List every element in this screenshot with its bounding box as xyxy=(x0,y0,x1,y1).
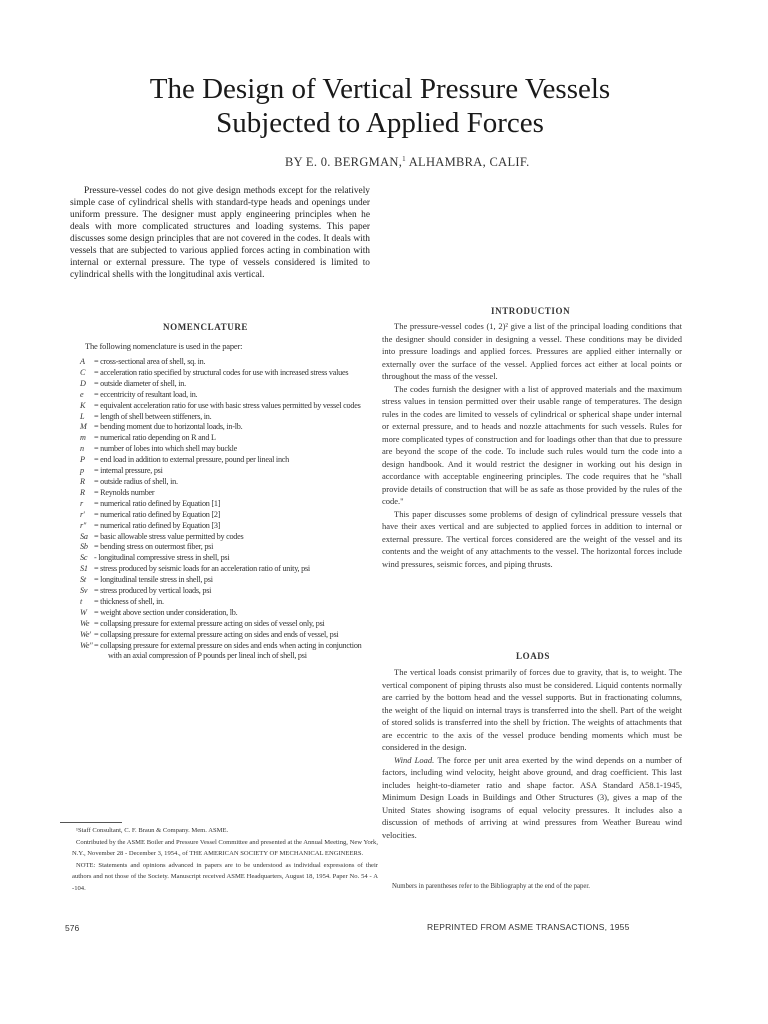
nomenclature-symbol: We xyxy=(80,618,90,628)
nomenclature-item xyxy=(80,553,372,564)
nomenclature-symbol: W xyxy=(80,607,87,617)
nomenclature-symbol: St xyxy=(80,575,86,585)
nomenclature-item xyxy=(80,608,372,619)
nomenclature-description: = equivalent acceleration ratio for use with basic stress values permitted by vessel codes xyxy=(94,400,361,410)
nomenclature-symbol: R xyxy=(80,487,85,497)
byline-author: BY E. 0. BERGMAN, xyxy=(285,155,403,170)
nomenclature-description: = outside diameter of shell, in. xyxy=(94,378,186,388)
loads-paragraph: The vertical loads consist primarily of forces due to gravity, that is, to weight. The vertical component of piping thrusts also must be considered. Liquid contents normally are carried by the bottom head and the vessel supports. But in fractionating columns, the weight of the liquid on internal trays is transferred into the shell. Part of the weight of stored solids is transferred into the shell by friction. The weights of attachments that are eccentric to the axis of the vessel produce bending moments which must be considered in the design. xyxy=(382,667,682,752)
nomenclature-description: = stress produced by seismic loads for an acceleration ratio of unity, psi xyxy=(94,564,310,574)
nomenclature-item xyxy=(80,499,372,510)
nomenclature-description: = bending moment due to horizontal loads, in-lb. xyxy=(94,422,243,432)
footnote-affiliation: ¹Staff Consultant, C. F. Braun & Company. Mem. ASME. xyxy=(76,827,229,834)
nomenclature-heading: NOMENCLATURE xyxy=(163,322,249,332)
byline-footnote-mark: 1 xyxy=(402,155,406,163)
nomenclature-symbol: D xyxy=(80,378,86,388)
nomenclature-description: = collapsing pressure for external pressure acting on sides and ends of vessel, psi xyxy=(94,629,339,639)
nomenclature-item xyxy=(80,477,372,488)
nomenclature-item xyxy=(80,390,372,401)
nomenclature-description: = cross-sectional area of shell, sq. in. xyxy=(94,357,206,366)
nomenclature-item xyxy=(80,379,372,390)
nomenclature-symbol: Sb xyxy=(80,542,88,552)
nomenclature-description: = numerical ratio defined by Equation [2] xyxy=(94,509,221,519)
byline-location: ALHAMBRA, CALIF. xyxy=(405,155,530,170)
nomenclature-description: = stress produced by vertical loads, psi xyxy=(94,586,212,596)
footnote-bibliography: Numbers in parentheses refer to the Bibliography at the end of the paper. xyxy=(392,883,590,890)
nomenclature-description: = outside radius of shell, in. xyxy=(94,476,178,486)
nomenclature-symbol: M xyxy=(80,422,87,432)
nomenclature-item xyxy=(80,433,372,444)
nomenclature-description: = bending stress on outermost fiber, psi xyxy=(94,542,214,552)
nomenclature-symbol: r' xyxy=(80,509,85,519)
nomenclature-item xyxy=(80,586,372,597)
nomenclature-symbol: We' xyxy=(80,629,91,639)
nomenclature-item xyxy=(80,444,372,455)
abstract: Pressure-vessel codes do not give design methods except for the relatively simple case of cylindrical shells with standard-type heads and openings under uniform pressure. The designer must apply engineering principles when he deals with more complicated structures and loading systems. This paper discusses some design principles that are not covered in the codes. It deals with vessels that are subjected to various applied forces acting in combination with internal or external pressure. The type of vessels considered is limited to cylindrical shells with the longitudinal axis vertical. xyxy=(70,186,370,280)
nomenclature-item xyxy=(80,412,372,423)
nomenclature-item xyxy=(80,575,372,586)
nomenclature-symbol: We" xyxy=(80,640,93,650)
nomenclature-description: = numerical ratio defined by Equation [1] xyxy=(94,498,221,508)
nomenclature-symbol: L xyxy=(80,411,85,421)
nomenclature-item xyxy=(80,368,372,379)
nomenclature-list xyxy=(80,357,372,662)
nomenclature-description: = Reynolds number xyxy=(94,487,155,497)
nomenclature-description: = basic allowable stress value permitted by codes xyxy=(94,531,244,541)
nomenclature-description: = collapsing pressure for external pressure on sides and ends when acting in conjunction with an axial compression of P pounds per lineal inch of shell, psi xyxy=(94,640,362,661)
nomenclature-description: = numerical ratio defined by Equation [3] xyxy=(94,520,221,530)
title-line-2: Subjected to Applied Forces xyxy=(216,107,544,139)
nomenclature-description: = length of shell between stiffeners, in. xyxy=(94,411,212,421)
paper-title xyxy=(60,72,700,140)
nomenclature-item xyxy=(80,455,372,466)
page-number: 576 xyxy=(65,923,80,933)
introduction-paragraph: The codes furnish the designer with a list of approved materials and the maximum stress values in tension permitted over their usable range of temperatures. The design rules in the codes are limited to vessels of cylindrical or spherical shape under internal or external pressure, and to heads and nozzle attachments for such vessels. Rules for more complicated types of construction and for loadings other than that due to pressure are beyond the scope of the code. To include such rules would turn the code into a design handbook. And it would restrict the designer in working out his design in accordance with acceptable engineering principles. The code requires that he "shall provide details of construction that will be as safe as those provided by the rules of the code." xyxy=(382,383,682,506)
nomenclature-symbol: R xyxy=(80,476,85,486)
nomenclature-symbol: Sa xyxy=(80,531,88,541)
nomenclature-item xyxy=(80,521,372,532)
nomenclature-symbol: C xyxy=(80,367,86,377)
loads-heading: LOADS xyxy=(516,651,551,661)
wind-load-lead: Wind Load. xyxy=(394,754,435,765)
nomenclature-symbol: r xyxy=(80,498,83,508)
introduction-paragraph: This paper discusses some problems of design of cylindrical pressure vessels that have their axes vertical and are subjected to applied forces in addition to internal or external pressure. The vertical forces considered are the weight of the vessel and its contents and the weight of any attachments to the vessel. The horizontal forces include wind pressures, seismic forces, and piping thrusts. xyxy=(382,508,682,569)
footnote-contribution: Contributed by the ASME Boiler and Pressure Vessel Committee and presented at the Annual Meeting, New York, N.Y., November 28 - December 3, 1954., of THE AMERICAN SOCIETY OF MECHANICAL ENGINEERS. xyxy=(72,838,378,857)
nomenclature-symbol: K xyxy=(80,400,86,410)
nomenclature-item xyxy=(80,542,372,553)
nomenclature-symbol: p xyxy=(80,466,84,476)
loads-body xyxy=(382,666,682,841)
nomenclature-item xyxy=(80,422,372,433)
nomenclature-symbol: n xyxy=(80,444,84,454)
loads-paragraph xyxy=(382,754,682,842)
nomenclature-description: = number of lobes into which shell may buckle xyxy=(94,444,237,454)
nomenclature-item xyxy=(80,532,372,543)
title-line-1: The Design of Vertical Pressure Vessels xyxy=(149,73,611,105)
nomenclature-description: = weight above section under consideration, lb. xyxy=(94,607,238,617)
nomenclature-description: = end load in addition to external pressure, pound per lineal inch xyxy=(94,455,290,465)
wind-load-text: The force per unit area exerted by the wind depends on a number of factors, including wind velocity, height above ground, and drag coefficient. This last includes height-to-diameter ratio and shape factor. ASA Standard A58.1-1945, Minimum Design Loads in Buildings and Other Structures (3), gives a map of the United States showing isograms of equal velocity pressures. It includes also a discussion of methods of arriving at wind pressures from Weather Bureau wind velocities. xyxy=(382,754,683,840)
nomenclature-description: = acceleration ratio specified by structural codes for use with increased stress values xyxy=(94,367,349,377)
introduction-heading: INTRODUCTION xyxy=(491,306,571,316)
footnote-rule xyxy=(60,822,122,823)
nomenclature-description: = internal pressure, psi xyxy=(94,466,163,476)
nomenclature-item xyxy=(80,510,372,521)
nomenclature-symbol: m xyxy=(80,433,86,443)
nomenclature-description: = numerical ratio depending on R and L xyxy=(94,433,216,443)
nomenclature-item xyxy=(80,466,372,477)
nomenclature-symbol: S1 xyxy=(80,564,88,574)
nomenclature-description: = thickness of shell, in. xyxy=(94,596,164,606)
nomenclature-description: = collapsing pressure for external pressure acting on sides of vessel only, psi xyxy=(94,618,325,628)
nomenclature-item xyxy=(80,564,372,575)
byline xyxy=(285,155,530,170)
nomenclature-item xyxy=(80,401,372,412)
nomenclature-item xyxy=(80,357,372,368)
nomenclature-symbol: Sc xyxy=(80,553,88,563)
nomenclature-symbol: Sv xyxy=(80,586,88,596)
nomenclature-description: - longitudinal compressive stress in shell, psi xyxy=(94,553,230,563)
introduction-body xyxy=(382,320,682,570)
footnote-note: NOTE: Statements and opinions advanced in papers are to be understood as individual expressions of their authors and not those of the Society. Manuscript received ASME Headquarters, August 18, 1954. Paper No. 54 - A -104. xyxy=(72,861,378,892)
nomenclature-item xyxy=(80,641,372,663)
nomenclature-intro: The following nomenclature is used in the paper: xyxy=(85,341,243,351)
nomenclature-item xyxy=(80,597,372,608)
nomenclature-symbol: A xyxy=(80,357,85,366)
nomenclature-item xyxy=(80,630,372,641)
nomenclature-item xyxy=(80,619,372,630)
nomenclature-description: = longitudinal tensile stress in shell, psi xyxy=(94,575,213,585)
nomenclature-item xyxy=(80,488,372,499)
reprint-notice: REPRINTED FROM ASME TRANSACTIONS, 1955 xyxy=(427,922,630,932)
nomenclature-symbol: e xyxy=(80,389,84,399)
nomenclature-symbol: t xyxy=(80,596,83,606)
introduction-paragraph: The pressure-vessel codes (1, 2)² give a list of the principal loading conditions that the designer should consider in designing a vessel. These conditions may be divided into pressure loadings and applied forces. Pressures are applied either internally or externally over the surface of the vessel. Applied forces act either at local points or throughout the mass of the vessel. xyxy=(382,321,682,381)
nomenclature-symbol: P xyxy=(80,455,85,465)
nomenclature-symbol: r" xyxy=(80,520,87,530)
footnotes xyxy=(72,825,378,894)
nomenclature-description: = eccentricity of resultant load, in. xyxy=(94,389,198,399)
